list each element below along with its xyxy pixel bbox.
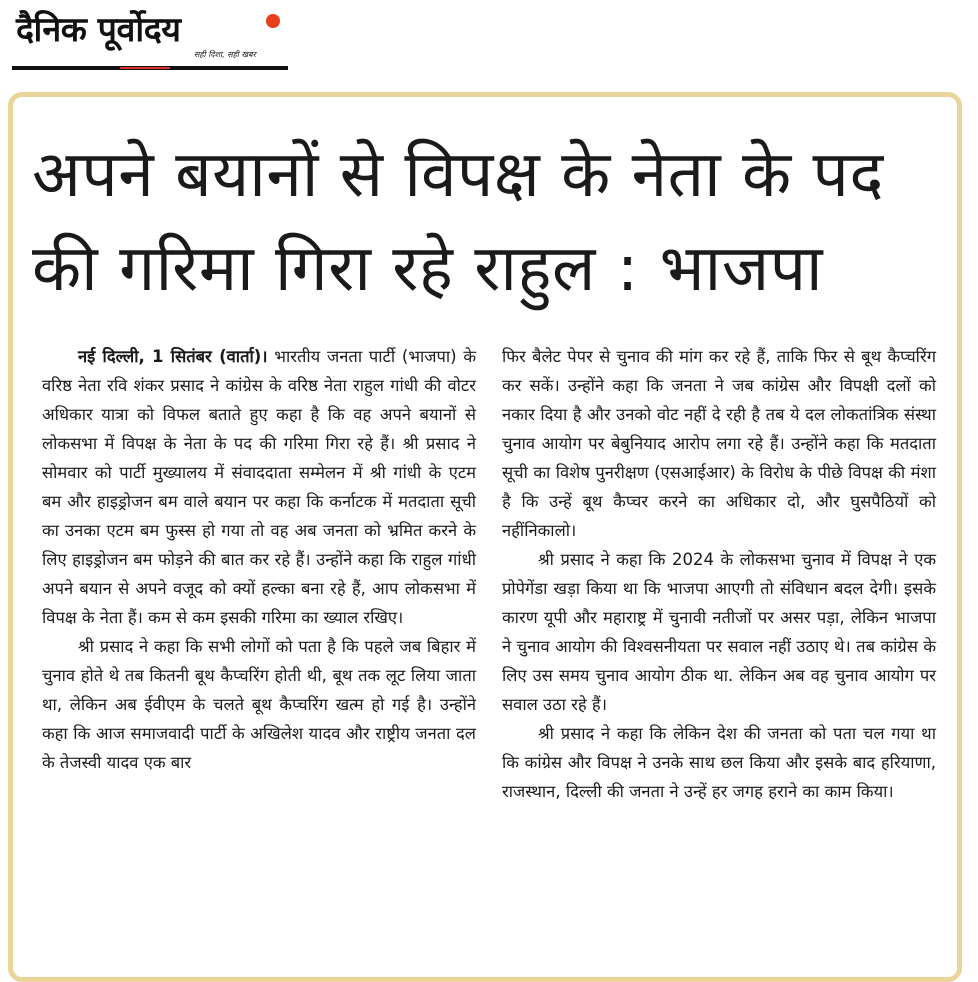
paragraph [42,342,476,632]
paragraph-text: भारतीय जनता पार्टी (भाजपा) के वरिष्ठ नेता रवि शंकर प्रसाद ने कांग्रेस के वरिष्ठ नेता राहुल गांधी की वोटर अधिकार यात्रा को विफल बताते हुए कहा है कि वह अपने बयानों से लोकसभा में विपक्ष के नेता के पद की गरिमा गिरा रहे हैं। श्री प्रसाद ने सोमवार को पार्टी मुख्यालय में संवाददाता सम्मेलन में श्री गांधी के एटम बम और हाइड्रोजन बम वाले बयान पर कहा कि कर्नाटक में मतदाता सूची का उनका एटम बम फुस्स हो गया तो वह अब जनता को भ्रमित करने के लिए हाइड्रोजन बम फोड़ने की बात कर रहे हैं। उन्होंने कहा कि राहुल गांधी अपने बयान से अपने वजूद को क्यों हल्का बना रहे हैं, आप लोकसभा में विपक्ष के नेता हैं। कम से कम इसकी गरिमा का ख्याल रखिए। [42,347,476,627]
headline-line-1: अपने बयानों से विपक्ष के नेता के पद [32,138,884,212]
paragraph: श्री प्रसाद ने कहा कि लेकिन देश की जनता को पता चल गया था कि कांग्रेस और विपक्ष ने उनके साथ छल किया और इसके बाद हरियाणा, राजस्थान, दिल्ली की जनता ने उन्हें हर जगह हराने का काम किया। [502,724,936,801]
masthead-rule-accent [120,67,170,69]
newspaper-logo: दैनिक पूर्वोदय [16,10,181,50]
paragraph: श्री प्रसाद ने कहा कि सभी लोगों को पता है कि पहले जब बिहार में चुनाव होते थे तब कितनी बूथ कैप्चरिंग होती थी, बूथ तक लूट लिया जाता था, लेकिन अब ईवीएम के चलते बूथ कैप्चरिंग खत्म हो गई है। उन्होंने कहा कि आज समाजवादी पार्टी के अखिलेश यादव और राष्ट्रीय जनता दल के तेजस्वी यादव एक बार [42,637,476,772]
paragraph: फिर बैलेट पेपर से चुनाव की मांग कर रहे हैं, ताकि फिर से बूथ कैप्चरिंग कर सकें। उन्होंने कहा कि जनता ने जब कांग्रेस और विपक्षी दलों को नकार दिया है और उनको वोट नहीं दे रही है तब ये दल लोकतांत्रिक संस्था चुनाव आयोग पर बेबुनियाद आरोप लगा रहे हैं। उन्होंने कहा कि मतदाता सूची का विशेष पुनरीक्षण (एसआईआर) के विरोध के पीछे विपक्ष की मंशा है कि उन्हें बूथ कैप्चर करने का अधिकार दो, और घुसपैठियों को नहींनिकालो। [502,347,936,540]
paragraph: श्री प्रसाद ने कहा कि 2024 के लोकसभा चुनाव में विपक्ष ने एक प्रोपेगेंडा खड़ा किया था कि भाजपा आएगी तो संविधान बदल देगी। इसके कारण यूपी और महाराष्ट्र में चुनावी नतीजों पर असर पड़ा, लेकिन भाजपा ने चुनाव आयोग की विश्वसनीयता पर सवाल नहीं उठाए थे। तब कांग्रेस के लिए उस समय चुनाव आयोग ठीक था. लेकिन अब वह चुनाव आयोग पर सवाल उठा रहे हैं। [502,550,936,714]
headline-line-2: की गरिमा गिरा रहे राहुल : भाजपा [32,232,824,306]
logo-dot-icon [266,14,280,28]
article-headline [32,128,952,316]
dateline: नई दिल्ली, 1 सितंबर (वार्ता)। [78,347,268,366]
newspaper-tagline: सही दिशा, सही खबर [194,50,256,59]
article-column-right [502,342,936,806]
masthead [12,4,288,74]
article-body [42,342,936,806]
article-column-left [42,342,476,806]
